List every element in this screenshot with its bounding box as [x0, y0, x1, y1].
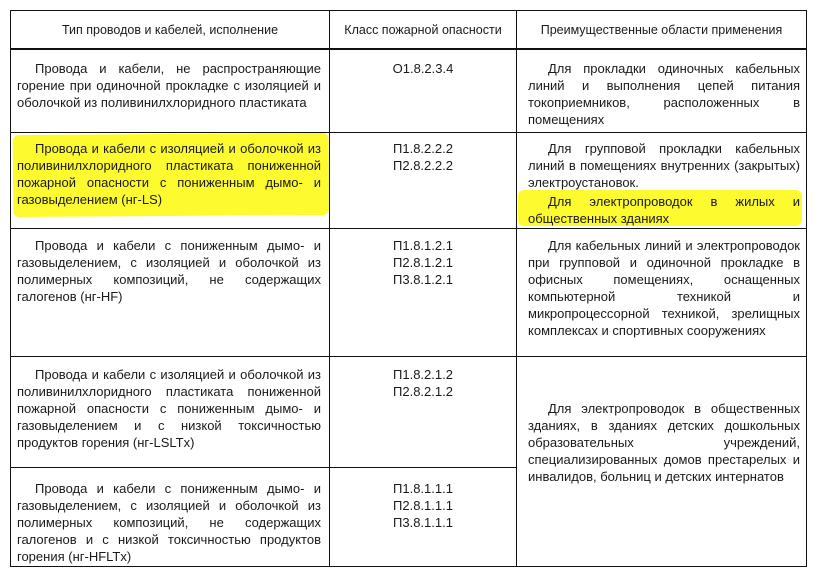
row4-cable-type: Провода и кабели с изоляцией и оболочкой из поливинилхлоридного пластиката пониженной пожарной опасности с пониженным дымо- и газовыделением и с низкой токсичностью продуктов горения (нг-LSLTx): [17, 367, 321, 450]
row-divider-2: [10, 228, 807, 229]
table-border-left: [10, 10, 11, 567]
row-divider-1: [10, 132, 807, 133]
fire-class-code: П2.8.1.1.1: [393, 498, 453, 513]
fire-class-code: П1.8.1.2.1: [393, 238, 453, 253]
fire-class-code: П1.8.1.1.1: [393, 481, 453, 496]
row1-application: Для прокладки одиночных кабельных линий и выполнения цепей питания токоприемников, расположенных в помещениях: [528, 61, 800, 127]
fire-class-code: П1.8.2.1.2: [393, 367, 453, 382]
header-cable-type: Тип проводов и кабелей, исполнение: [61, 23, 279, 37]
row5-fire-class: [330, 480, 516, 531]
fire-class-code: П3.8.1.2.1: [393, 272, 453, 287]
row1-fire-class: [330, 60, 516, 77]
table-border-bottom: [10, 566, 807, 567]
row-divider-4: [10, 467, 517, 468]
row5-cable-type: Провода и кабели с пониженным дымо- и газовыделением, с изоляцией и оболочкой из полимерных композиций, не содержащих галогенов и с низкой токсичностью продуктов горения (нг-HFLTx): [17, 481, 321, 564]
header-application: Преимущественные области применения: [540, 23, 783, 37]
row2-cable-type: Провода и кабели с изоляцией и оболочкой из поливинилхлоридного пластиката пониженной пожарной опасности с пониженным дымо- и газовыделением (нг-LS): [17, 141, 321, 207]
fire-class-code: П2.8.2.1.2: [393, 384, 453, 399]
row4-fire-class: [330, 366, 516, 400]
fire-class-code: П1.8.2.2.2: [393, 141, 453, 156]
row1-cable-type: Провода и кабели, не распространяющие горение при одиночной прокладке с изоляцией и оболочкой из поливинилхлоридного пластиката: [17, 61, 321, 110]
header-fire-class: Класс пожарной опасности: [344, 23, 502, 37]
row3-application: Для кабельных линий и электропроводок при групповой и одиночной прокладке в офисных помещениях, оснащенных компьютерной техникой и микропроцессорной техникой, зрелищных комплексах и спортивных сооружениях: [528, 238, 800, 338]
fire-class-code: П3.8.1.1.1: [393, 515, 453, 530]
table-border-right: [806, 10, 807, 567]
row2-application: Для групповой прокладки кабельных линий в помещениях внутренних (закрытых) электроустановок.: [528, 141, 800, 190]
row3-fire-class: [330, 237, 516, 288]
row3-cable-type: Провода и кабели с пониженным дымо- и газовыделением, с изоляцией и оболочкой из полимерных композиций, не содержащих галогенов (нг-HF): [17, 238, 321, 304]
fire-class-code: П2.8.1.2.1: [393, 255, 453, 270]
column-divider-2: [516, 10, 517, 567]
table-header-rule: [10, 48, 807, 50]
fire-class-code: П2.8.2.2.2: [393, 158, 453, 173]
row-divider-3: [10, 356, 807, 357]
fire-class-code: О1.8.2.3.4: [392, 61, 454, 76]
merged-application: Для электропроводок в общественных зданиях, в зданиях детских дошкольных образовательных учреждений, специализированных домов престарелых и инвалидов, больниц и детских интернатов: [528, 401, 800, 484]
row2-application-extra: Для электропроводок в жилых и общественных зданиях: [528, 194, 800, 226]
table-border-top: [10, 10, 807, 11]
row2-fire-class: [330, 140, 516, 174]
